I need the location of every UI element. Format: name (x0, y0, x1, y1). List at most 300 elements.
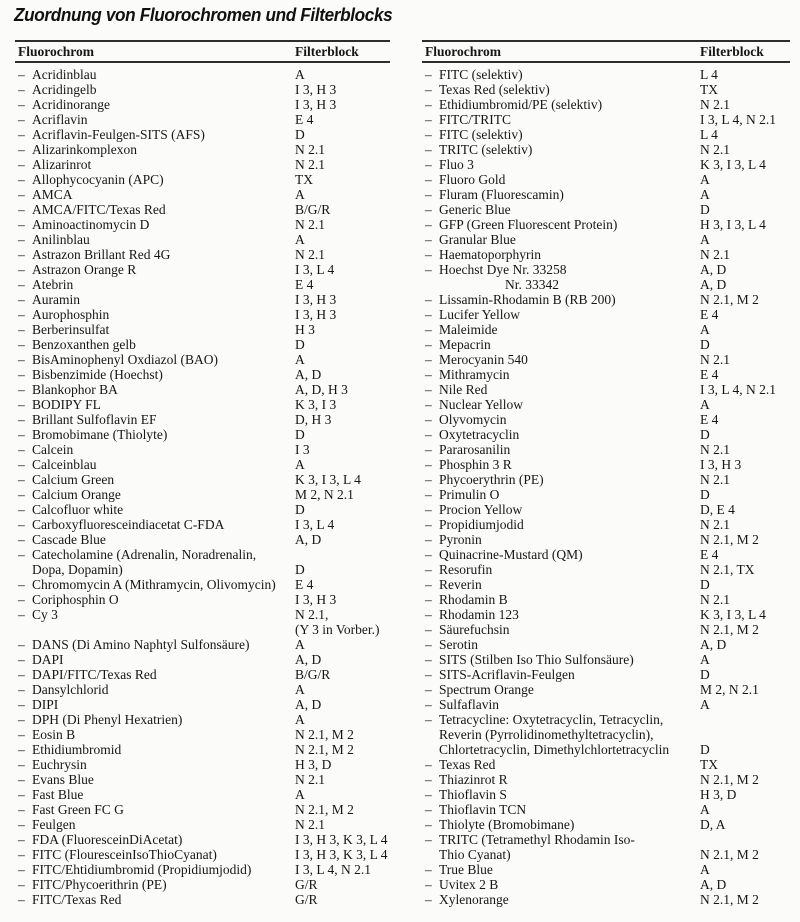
table-row (15, 307, 390, 322)
list-dash: – (18, 142, 25, 157)
filterblock-value (700, 712, 790, 727)
fluorochrome-name-text: Thioflavin S (439, 787, 507, 802)
filterblock-value: N 2.1 (700, 97, 730, 112)
table-row (15, 727, 390, 742)
filterblock-value: G/R (295, 892, 318, 907)
fluorochrome-name-text: Resorufin (439, 562, 493, 577)
list-dash: – (18, 862, 25, 877)
fluorochrome-name-text: Fluoro Gold (439, 172, 506, 187)
filterblock-value: N 2.1 (295, 142, 325, 157)
fluorochrome-name-text: Texas Red (439, 757, 496, 772)
list-dash: – (425, 862, 432, 877)
fluorochrome-name-text: Merocyanin 540 (439, 352, 528, 367)
fluorochrome-name (15, 352, 295, 367)
table-row (422, 622, 790, 637)
fluorochrome-name (15, 547, 295, 562)
list-dash: – (425, 82, 432, 97)
fluorochrome-name (422, 877, 700, 892)
fluorochrome-name-text: DAPI (32, 652, 64, 667)
fluorochrome-name-text: Thiolyte (Bromobimane) (439, 817, 575, 832)
fluorochrome-name (15, 787, 295, 802)
fluorochrome-name (15, 502, 295, 517)
table-row (15, 247, 390, 262)
fluorochrome-name-text: Fast Blue (32, 787, 84, 802)
fluorochrome-name-text: GFP (Green Fluorescent Protein) (439, 217, 618, 232)
table-row (15, 562, 390, 577)
fluorochrome-name-text: Acridingelb (32, 82, 97, 97)
fluorochrome-name (15, 127, 295, 142)
fluorochrome-name (15, 442, 295, 457)
filterblock-value: I 3, H 3 (295, 82, 337, 97)
fluorochrome-name (422, 247, 700, 262)
table-row (422, 337, 790, 352)
fluorochrome-name (422, 262, 700, 277)
table-row (422, 877, 790, 892)
fluorochrome-name (15, 202, 295, 217)
filterblock-value: E 4 (295, 577, 314, 592)
fluorochrome-name-text: SITS-Acriflavin-Feulgen (439, 667, 575, 682)
fluorochrome-name-text: Nr. 33342 (505, 277, 559, 292)
fluorochrome-name-text: Aurophosphin (32, 307, 110, 322)
list-dash: – (425, 682, 432, 697)
fluorochrome-name-text: Feulgen (32, 817, 76, 832)
filterblock-value: N 2.1, TX (700, 562, 755, 577)
table-row (422, 97, 790, 112)
fluorochrome-name (422, 487, 700, 502)
list-dash: – (18, 187, 25, 202)
filterblock-value: A (295, 712, 305, 727)
filterblock-value: K 3, I 3, L 4 (295, 472, 361, 487)
table-row (15, 262, 390, 277)
fluorochrome-name-text: Acriflavin (32, 112, 88, 127)
fluorochrome-name-text: Reverin (Pyrrolidinomethyltetracyclin), (439, 727, 654, 742)
fluorochrome-name-text: Rhodamin B (439, 592, 508, 607)
filterblock-value: K 3, I 3, L 4 (700, 607, 766, 622)
fluorochrome-name-text: Serotin (439, 637, 478, 652)
fluorochrome-name-text: Quinacrine-Mustard (QM) (439, 547, 583, 562)
table-row (422, 577, 790, 592)
table-row (15, 67, 390, 82)
fluorochrome-name-text: Lucifer Yellow (439, 307, 520, 322)
table-row (422, 802, 790, 817)
filterblock-value: (Y 3 in Vorber.) (295, 622, 380, 637)
list-dash: – (425, 397, 432, 412)
filterblock-value: TX (295, 172, 313, 187)
filterblock-value: H 3, D (700, 787, 737, 802)
filterblock-value: A (700, 862, 710, 877)
table-row (422, 757, 790, 772)
table-row (15, 892, 390, 907)
list-dash: – (425, 592, 432, 607)
fluorochrome-name (15, 712, 295, 727)
fluorochrome-name-text: FITC/Ehtidiumbromid (Propidiumjodid) (32, 862, 252, 877)
filterblock-value: E 4 (700, 367, 719, 382)
fluorochrome-name (15, 457, 295, 472)
fluorochrome-name (422, 382, 700, 397)
table-row (422, 502, 790, 517)
page-title: Zuordnung von Fluorochromen und Filterblocks (14, 4, 393, 25)
table-row (15, 202, 390, 217)
fluorochrome-name (15, 877, 295, 892)
table-row (15, 802, 390, 817)
list-dash: – (18, 877, 25, 892)
list-dash: – (425, 157, 432, 172)
fluorochrome-name-text: Maleimide (439, 322, 498, 337)
fluorochrome-name (15, 82, 295, 97)
table-row (422, 682, 790, 697)
filterblock-value: A (700, 232, 710, 247)
filterblock-value: D (295, 427, 305, 442)
list-dash: – (18, 502, 25, 517)
filterblock-value: I 3, L 4, N 2.1 (700, 382, 776, 397)
filterblock-value: D (295, 127, 305, 142)
list-dash: – (18, 832, 25, 847)
list-dash: – (425, 802, 432, 817)
fluorochrome-name (15, 607, 295, 622)
fluorochrome-name-text: AMCA (32, 187, 73, 202)
fluorochrome-name (15, 727, 295, 742)
list-dash: – (425, 367, 432, 382)
fluorochrome-name-text: Haematoporphyrin (439, 247, 541, 262)
fluorochrome-name (422, 862, 700, 877)
fluorochrome-name (422, 442, 700, 457)
filterblock-value: A, D (295, 367, 322, 382)
fluorochrome-name-text: Nile Red (439, 382, 488, 397)
filterblock-value: D (295, 337, 305, 352)
table-right (422, 40, 790, 907)
fluorochrome-name (422, 172, 700, 187)
fluorochrome-name (15, 592, 295, 607)
table-row (422, 277, 790, 292)
filterblock-value: D (700, 337, 710, 352)
fluorochrome-name-text: Tetracycline: Oxytetracyclin, Tetracyclin, (439, 712, 664, 727)
list-dash: – (425, 832, 432, 847)
fluorochrome-name-text: Anilinblau (32, 232, 90, 247)
table-row (15, 412, 390, 427)
fluorochrome-name (15, 697, 295, 712)
fluorochrome-name (422, 532, 700, 547)
filterblock-value: H 3 (295, 322, 315, 337)
list-dash: – (18, 322, 25, 337)
filterblock-value: N 2.1, M 2 (700, 772, 759, 787)
fluorochrome-name (15, 637, 295, 652)
fluorochrome-name-text: Thioflavin TCN (439, 802, 527, 817)
list-dash: – (18, 217, 25, 232)
fluorochrome-name (422, 667, 700, 682)
fluorochrome-name (422, 307, 700, 322)
fluorochrome-name (15, 847, 295, 862)
filterblock-value: N 2.1 (700, 247, 730, 262)
table-row (422, 322, 790, 337)
fluorochrome-name-text: FDA (FluoresceinDiAcetat) (32, 832, 183, 847)
fluorochrome-name (422, 397, 700, 412)
fluorochrome-name-text: FITC/Texas Red (32, 892, 122, 907)
fluorochrome-name (15, 412, 295, 427)
filterblock-value: K 3, I 3 (295, 397, 337, 412)
fluorochrome-name (15, 337, 295, 352)
list-dash: – (425, 142, 432, 157)
fluorochrome-name-text: Cy 3 (32, 607, 58, 622)
filterblock-value: E 4 (700, 547, 719, 562)
table-row (15, 607, 390, 622)
filterblock-value: E 4 (700, 307, 719, 322)
filterblock-value: N 2.1 (295, 157, 325, 172)
fluorochrome-name-text: Dopa, Dopamin) (32, 562, 123, 577)
fluorochrome-name (422, 457, 700, 472)
fluorochrome-name (15, 427, 295, 442)
fluorochrome-name-text: Calcium Orange (32, 487, 121, 502)
list-dash: – (18, 427, 25, 442)
fluorochrome-name-text: Bisbenzimide (Hoechst) (32, 367, 163, 382)
list-dash: – (18, 547, 25, 562)
table-row (422, 142, 790, 157)
filterblock-value: I 3, H 3 (295, 307, 337, 322)
filterblock-value: I 3, L 4 (295, 262, 335, 277)
fluorochrome-name-text: Generic Blue (439, 202, 511, 217)
table-row (422, 727, 790, 742)
fluorochrome-name-text: Astrazon Orange R (32, 262, 137, 277)
table-body-right (422, 63, 790, 907)
filterblock-value: I 3, L 4 (295, 517, 335, 532)
table-row (422, 817, 790, 832)
table-row (422, 307, 790, 322)
filterblock-value: A (295, 682, 305, 697)
fluorochrome-name-text: Carboxyfluoresceindiacetat C-FDA (32, 517, 225, 532)
list-dash: – (425, 202, 432, 217)
fluorochrome-name (15, 892, 295, 907)
table-row (422, 667, 790, 682)
list-dash: – (425, 877, 432, 892)
fluorochrome-name-text: DAPI/FITC/Texas Red (32, 667, 157, 682)
fluorochrome-name-text: Calcium Green (32, 472, 115, 487)
fluorochrome-name (422, 412, 700, 427)
list-dash: – (18, 487, 25, 502)
filterblock-value: G/R (295, 877, 318, 892)
filterblock-value (700, 727, 790, 742)
column-header-filterblock: Filterblock (295, 43, 359, 59)
filterblock-value: A (295, 637, 305, 652)
list-dash: – (425, 772, 432, 787)
fluorochrome-name (422, 712, 700, 727)
filterblock-value: D (295, 502, 305, 517)
fluorochrome-name-text: DANS (Di Amino Naphtyl Sulfonsäure) (32, 637, 250, 652)
filterblock-value (700, 832, 790, 847)
list-dash: – (18, 292, 25, 307)
fluorochrome-name (422, 682, 700, 697)
list-dash: – (425, 562, 432, 577)
fluorochrome-name (15, 307, 295, 322)
filterblock-value: A, D (700, 277, 727, 292)
filterblock-value: A, D (295, 652, 322, 667)
fluorochrome-name-text: Atebrin (32, 277, 74, 292)
filterblock-value: I 3, L 4, N 2.1 (700, 112, 776, 127)
fluorochrome-name-text: Evans Blue (32, 772, 94, 787)
table-row (422, 472, 790, 487)
fluorochrome-name-text: Rhodamin 123 (439, 607, 519, 622)
fluorochrome-name-text: Phosphin 3 R (439, 457, 512, 472)
filterblock-value: N 2.1 (700, 592, 730, 607)
list-dash: – (425, 457, 432, 472)
list-dash: – (18, 247, 25, 262)
fluorochrome-name (422, 202, 700, 217)
fluorochrome-name (422, 637, 700, 652)
list-dash: – (425, 217, 432, 232)
fluorochrome-name-text: Xylenorange (439, 892, 509, 907)
filterblock-value: N 2.1 (700, 517, 730, 532)
fluorochrome-name (15, 562, 295, 577)
fluorochrome-name-text: Cascade Blue (32, 532, 106, 547)
fluorochrome-name (422, 592, 700, 607)
filterblock-value: N 2.1, M 2 (700, 622, 759, 637)
table-row (15, 277, 390, 292)
fluorochrome-name (15, 622, 295, 637)
fluorochrome-name (422, 337, 700, 352)
table-row (15, 442, 390, 457)
list-dash: – (425, 487, 432, 502)
fluorochrome-name-text: Catecholamine (Adrenalin, Noradrenalin, (32, 547, 257, 562)
fluorochrome-name (15, 232, 295, 247)
filterblock-value: N 2.1 (295, 772, 325, 787)
filterblock-value: A (700, 802, 710, 817)
fluorochrome-name-text: BODIPY FL (32, 397, 101, 412)
filterblock-value: D (700, 742, 710, 757)
list-dash: – (425, 712, 432, 727)
filterblock-value: N 2.1, M 2 (295, 727, 354, 742)
fluorochrome-name (422, 577, 700, 592)
fluorochrome-name-text: FITC (selektiv) (439, 67, 523, 82)
fluorochrome-name-text: Nuclear Yellow (439, 397, 523, 412)
list-dash: – (425, 427, 432, 442)
list-dash: – (18, 592, 25, 607)
list-dash: – (18, 397, 25, 412)
filterblock-value: E 4 (700, 412, 719, 427)
fluorochrome-name (422, 772, 700, 787)
table-row (15, 82, 390, 97)
fluorochrome-name (422, 427, 700, 442)
fluorochrome-name (422, 157, 700, 172)
filterblock-value: A (700, 322, 710, 337)
list-dash: – (425, 247, 432, 262)
fluorochrome-name-text: Sulfaflavin (439, 697, 499, 712)
table-row (422, 67, 790, 82)
fluorochrome-name-text: Procion Yellow (439, 502, 523, 517)
table-row (15, 97, 390, 112)
fluorochrome-name (15, 97, 295, 112)
filterblock-value (295, 547, 390, 562)
list-dash: – (18, 652, 25, 667)
list-dash: – (425, 442, 432, 457)
filterblock-value: A (295, 67, 305, 82)
fluorochrome-name (422, 832, 700, 847)
list-dash: – (425, 757, 432, 772)
table-row (15, 592, 390, 607)
fluorochrome-name-text: Blankophor BA (32, 382, 118, 397)
list-dash: – (425, 502, 432, 517)
fluorochrome-name (422, 802, 700, 817)
table-row (422, 112, 790, 127)
fluorochrome-name-text: Alizarinkomplexon (32, 142, 137, 157)
fluorochrome-name (422, 67, 700, 82)
list-dash: – (425, 322, 432, 337)
list-dash: – (18, 112, 25, 127)
list-dash: – (425, 262, 432, 277)
column-header-filterblock: Filterblock (700, 43, 764, 59)
filterblock-value: A (700, 652, 710, 667)
filterblock-value: A (295, 787, 305, 802)
filterblock-value: D (700, 667, 710, 682)
fluorochrome-name (15, 532, 295, 547)
table-row (15, 697, 390, 712)
fluorochrome-name-text: Thiazinrot R (439, 772, 508, 787)
table-row (15, 817, 390, 832)
fluorochrome-name-text: Berberinsulfat (32, 322, 110, 337)
table-row (422, 532, 790, 547)
table-row (15, 157, 390, 172)
filterblock-value: TX (700, 82, 718, 97)
fluorochrome-name-text: Ethidiumbromid/PE (selektiv) (439, 97, 603, 112)
list-dash: – (18, 412, 25, 427)
filterblock-value: I 3, H 3 (700, 457, 742, 472)
table-row (422, 262, 790, 277)
filterblock-value: A (700, 397, 710, 412)
list-dash: – (425, 517, 432, 532)
fluorochrome-name (422, 187, 700, 202)
fluorochrome-name-text: Lissamin-Rhodamin B (RB 200) (439, 292, 616, 307)
list-dash: – (18, 847, 25, 862)
fluorochrome-name-text: Pararosanilin (439, 442, 511, 457)
fluorochrome-name-text: Alizarinrot (32, 157, 92, 172)
fluorochrome-name (15, 277, 295, 292)
filterblock-value: K 3, I 3, L 4 (700, 157, 766, 172)
fluorochrome-name (15, 142, 295, 157)
table-row (15, 862, 390, 877)
list-dash: – (425, 817, 432, 832)
list-dash: – (18, 367, 25, 382)
filterblock-value: D, A (700, 817, 726, 832)
fluorochrome-name-text: True Blue (439, 862, 493, 877)
table-header (422, 40, 790, 63)
fluorochrome-name (15, 322, 295, 337)
list-dash: – (18, 892, 25, 907)
table-row (422, 217, 790, 232)
list-dash: – (18, 637, 25, 652)
list-dash: – (425, 577, 432, 592)
list-dash: – (18, 607, 25, 622)
fluorochrome-name (422, 742, 700, 757)
fluorochrome-name (422, 142, 700, 157)
table-row (15, 397, 390, 412)
table-row (422, 637, 790, 652)
list-dash: – (425, 337, 432, 352)
table-row (422, 862, 790, 877)
table-row (15, 217, 390, 232)
list-dash: – (425, 67, 432, 82)
list-dash: – (18, 682, 25, 697)
tables-container (15, 40, 790, 907)
fluorochrome-name (422, 697, 700, 712)
list-dash: – (18, 712, 25, 727)
table-row (422, 367, 790, 382)
table-row (422, 562, 790, 577)
filterblock-value: M 2, N 2.1 (295, 487, 354, 502)
list-dash: – (18, 232, 25, 247)
fluorochrome-name-text: Dansylchlorid (32, 682, 109, 697)
list-dash: – (425, 307, 432, 322)
filterblock-value: B/G/R (295, 667, 331, 682)
fluorochrome-name (422, 892, 700, 907)
filterblock-value: A (700, 697, 710, 712)
filterblock-value: A (700, 187, 710, 202)
